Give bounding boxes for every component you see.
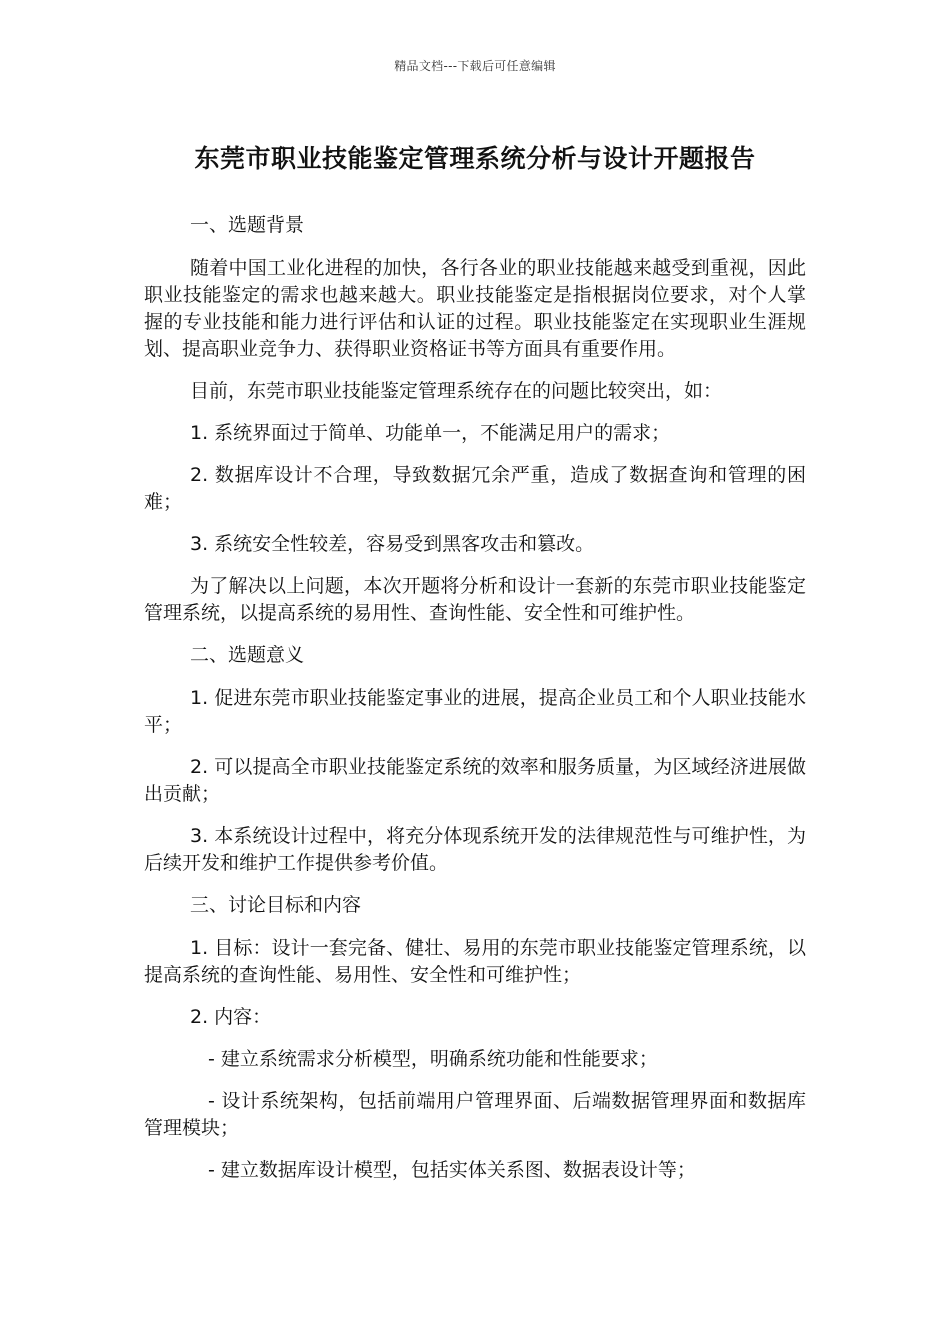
- list-item-problem-3: 3. 系统安全性较差，容易受到黑客攻击和篡改。: [190, 533, 595, 555]
- document-title: 东莞市职业技能鉴定管理系统分析与设计开题报告: [194, 144, 756, 173]
- list-item-significance-3: 3. 本系统设计过程中，将充分体现系统开发的法律规范性与可维护性，为后续开发和维护工作提供参考价值。: [144, 825, 806, 874]
- list-item-significance-1: 1. 促进东莞市职业技能鉴定事业的进展，提高企业员工和个人职业技能水平；: [144, 687, 806, 736]
- section-heading-background: 一、选题背景: [190, 214, 305, 236]
- section-heading-significance: 二、选题意义: [190, 644, 305, 666]
- list-item-problem-1: 1. 系统界面过于简单、功能单一，不能满足用户的需求；: [190, 422, 671, 444]
- list-item-content: 2. 内容：: [190, 1006, 272, 1028]
- list-item-goal: 1. 目标：设计一套完备、健壮、易用的东莞市职业技能鉴定管理系统，以提高系统的查询性能、易用性、安全性和可维护性；: [144, 937, 806, 986]
- list-item-significance-2: 2. 可以提高全市职业技能鉴定系统的效率和服务质量，为区域经济进展做出贡献；: [144, 756, 806, 805]
- list-item-problem-2: 2. 数据库设计不合理，导致数据冗余严重，造成了数据查询和管理的困难；: [144, 464, 806, 513]
- paragraph-current-problems: 目前，东莞市职业技能鉴定管理系统存在的问题比较突出，如：: [190, 380, 723, 402]
- section-heading-goals: 三、讨论目标和内容: [190, 894, 362, 916]
- paragraph-solution: 为了解决以上问题，本次开题将分析和设计一套新的东莞市职业技能鉴定管理系统，以提高系统的易用性、查询性能、安全性和可维护性。: [144, 575, 806, 624]
- sub-item-requirements: - 建立系统需求分析模型，明确系统功能和性能要求；: [208, 1048, 658, 1070]
- sub-item-database: - 建立数据库设计模型，包括实体关系图、数据表设计等；: [208, 1159, 696, 1181]
- sub-item-architecture: - 设计系统架构，包括前端用户管理界面、后端数据管理界面和数据库管理模块；: [144, 1090, 806, 1139]
- paragraph-background: 随着中国工业化进程的加快，各行各业的职业技能越来越受到重视，因此职业技能鉴定的需求也越来越大。职业技能鉴定是指根据岗位要求，对个人掌握的专业技能和能力进行评估和认证的过程。职业技能鉴定在实现职业生涯规划、提高职业竞争力、获得职业资格证书等方面具有重要作用。: [144, 257, 806, 360]
- document-body: [144, 212, 806, 1199]
- page-header-watermark: 精品文档---下载后可任意编辑: [394, 59, 556, 73]
